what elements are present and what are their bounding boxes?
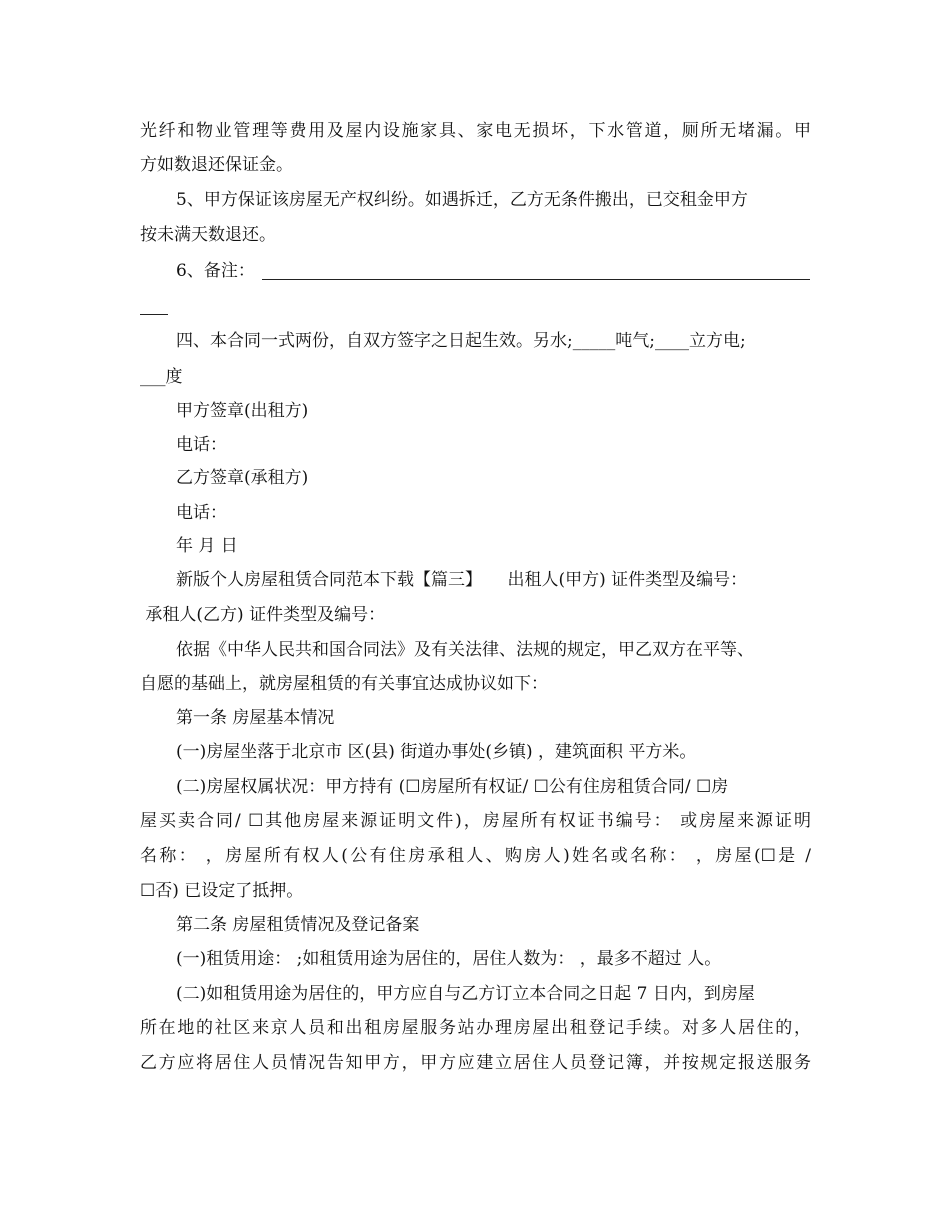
text-line: 第二条 房屋租赁情况及登记备案	[176, 915, 420, 935]
text-line: 乙方签章(承租方)	[176, 468, 309, 488]
text-line: 电话：	[176, 435, 227, 455]
text-line: 屋买卖合同/ ☐其他房屋来源证明文件)，房屋所有权证书编号： 或房屋来源证明	[140, 811, 811, 831]
text-line: 6、备注：	[176, 261, 255, 281]
text-line: 甲方签章(出租方)	[176, 401, 309, 421]
text-line: 名称： ，房屋所有权人(公有住房承租人、购房人)姓名或名称： ，房屋(☐是 /	[140, 846, 811, 866]
text-line: ☐否) 已设定了抵押。	[140, 881, 304, 901]
text-line: 四、本合同一式两份，自双方签字之日起生效。另水;_____吨气;____立方电;	[176, 331, 746, 351]
text-line: 自愿的基础上，就房屋租赁的有关事宜达成协议如下：	[140, 674, 548, 694]
text-line: 所在地的社区来京人员和出租房屋服务站办理房屋出租登记手续。对多人居住的，	[140, 1018, 811, 1038]
text-line: 乙方应将居住人员情况告知甲方，甲方应建立居住人员登记簿，并按规定报送服务	[140, 1053, 811, 1073]
text-line: (一)房屋坐落于北京市 区(县) 街道办事处(乡镇) ，建筑面积 平方米。	[176, 742, 697, 762]
text-line: 承租人(乙方) 证件类型及编号：	[140, 605, 386, 625]
text-line: 电话：	[176, 503, 227, 523]
text-line: (一)租赁用途： ;如租赁用途为居住的，居住人数为： ，最多不超过 人。	[176, 949, 722, 969]
text-line: 年 月 日	[176, 536, 238, 556]
text-line: 5、甲方保证该房屋无产权纠纷。如遇拆迁，乙方无条件搬出，已交租金甲方	[176, 190, 748, 210]
text-line: 依据《中华人民共和国合同法》及有关法律、法规的规定，甲乙双方在平等、	[176, 640, 754, 660]
text-line: 光纤和物业管理等费用及屋内设施家具、家电无损坏，下水管道，厕所无堵漏。甲	[140, 121, 811, 141]
text-line: 方如数退还保证金。	[140, 155, 293, 175]
text-line: (二)如租赁用途为居住的，甲方应自与乙方订立本合同之日起 7 日内，到房屋	[176, 984, 755, 1004]
text-line: (二)房屋权属状况：甲方持有 (☐房屋所有权证/ ☐公有住房租赁合同/ ☐房	[176, 777, 729, 797]
text-line: 第一条 房屋基本情况	[176, 708, 335, 728]
blank-underline	[140, 314, 168, 315]
text-line: ___度	[140, 367, 183, 387]
text-line: 新版个人房屋租赁合同范本下载【篇三】 出租人(甲方) 证件类型及编号：	[176, 570, 748, 590]
text-line: 按未满天数退还。	[140, 225, 276, 245]
blank-underline	[262, 279, 810, 280]
